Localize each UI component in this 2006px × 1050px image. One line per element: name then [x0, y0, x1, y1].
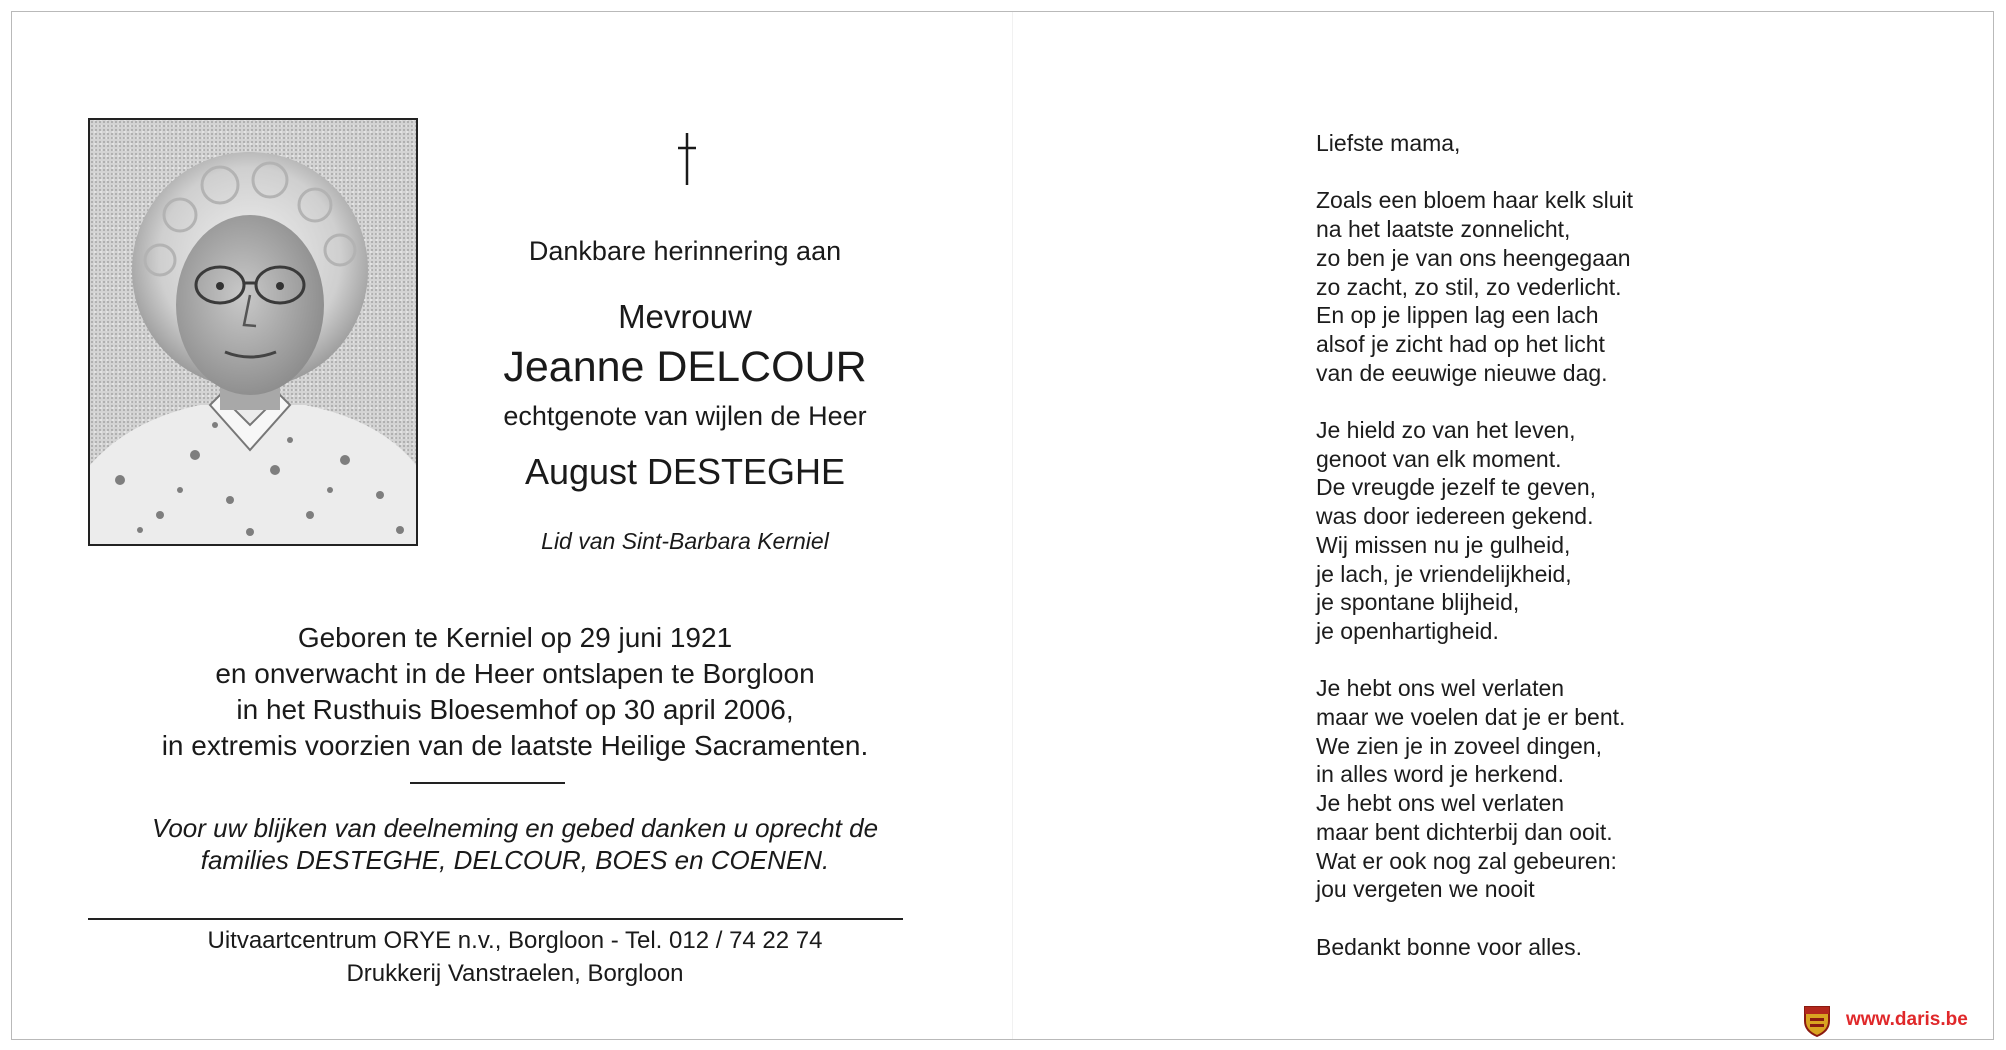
poem — [1316, 129, 1633, 961]
daris-logo-icon — [1801, 1003, 1833, 1037]
bio-line: en onverwacht in de Heer ontslapen te Borgloon — [215, 658, 815, 689]
poem-line: je spontane blijheid, — [1316, 589, 1520, 616]
footer-line: Uitvaartcentrum ORYE n.v., Borgloon - Tel. 012 / 74 22 74 — [207, 927, 823, 954]
poem-line: Wat er ook nog zal gebeuren: — [1316, 847, 1617, 874]
title-prefix: Mevrouw — [618, 298, 752, 335]
footer-block — [80, 924, 950, 990]
poem-line: Je hebt ons wel verlaten — [1316, 675, 1565, 702]
poem-stanza-3 — [1316, 674, 1633, 904]
poem-line: We zien je in zoveel dingen, — [1316, 732, 1602, 759]
thanks-line: Voor uw blijken van deelneming en gebed danken u oprecht de — [151, 813, 879, 843]
poem-line: En op je lippen lag een lach — [1316, 302, 1599, 329]
thanks-line: families DESTEGHE, DELCOUR, BOES en COENEN. — [200, 845, 830, 875]
poem-line: De vreugde jezelf te geven, — [1316, 474, 1597, 501]
poem-line: jou vergeten we nooit — [1316, 876, 1535, 903]
poem-closing: Bedankt bonne voor alles. — [1316, 933, 1582, 960]
poem-line: in alles word je herkend. — [1316, 761, 1565, 788]
footer-divider — [88, 918, 903, 920]
portrait-photo — [88, 118, 418, 546]
poem-line: Wij missen nu je gulheid, — [1316, 531, 1571, 558]
relation-text: echtgenote van wijlen de Heer — [503, 401, 867, 431]
cross-icon — [676, 133, 698, 185]
poem-line: alsof je zicht had op het licht — [1316, 330, 1605, 357]
poem-line: na het laatste zonnelicht, — [1316, 216, 1571, 243]
poem-line: maar we voelen dat je er bent. — [1316, 704, 1626, 731]
poem-line: van de eeuwige nieuwe dag. — [1316, 359, 1608, 386]
bio-line: Geboren te Kerniel op 29 juni 1921 — [297, 622, 733, 653]
thanks-block — [80, 812, 950, 876]
card-fold-line — [1012, 12, 1013, 1039]
poem-line: Je hebt ons wel verlaten — [1316, 790, 1565, 817]
bio-line: in het Rusthuis Bloesemhof op 30 april 2006, — [236, 694, 794, 725]
poem-stanza-1 — [1316, 186, 1633, 387]
spouse-name: August DESTEGHE — [524, 451, 846, 492]
poem-line: Je hield zo van het leven, — [1316, 417, 1576, 443]
poem-stanza-2 — [1316, 416, 1633, 646]
poem-line: was door iedereen gekend. — [1316, 503, 1594, 530]
poem-line: genoot van elk moment. — [1316, 445, 1562, 472]
poem-line: Zoals een bloem haar kelk sluit — [1316, 187, 1634, 214]
footer-line: Drukkerij Vanstraelen, Borgloon — [346, 960, 684, 987]
membership-text: Lid van Sint-Barbara Kerniel — [541, 528, 829, 554]
poem-line: je lach, je vriendelijkheid, — [1316, 560, 1572, 587]
poem-line: zo ben je van ons heengegaan — [1316, 244, 1631, 271]
intro-text: Dankbare herinnering aan — [528, 236, 842, 266]
bio-block — [80, 620, 950, 764]
watermark-site: www.daris.be — [1846, 1009, 1968, 1030]
poem-line: je openhartigheid. — [1316, 617, 1499, 644]
deceased-name: Jeanne DELCOUR — [503, 343, 867, 391]
poem-line: zo zacht, zo stil, zo vederlicht. — [1316, 273, 1622, 300]
bio-line: in extremis voorzien van de laatste Heilige Sacramenten. — [161, 730, 869, 761]
poem-line: maar bent dichterbij dan ooit. — [1316, 818, 1613, 845]
poem-greeting: Liefste mama, — [1316, 130, 1461, 156]
short-divider — [410, 782, 565, 784]
